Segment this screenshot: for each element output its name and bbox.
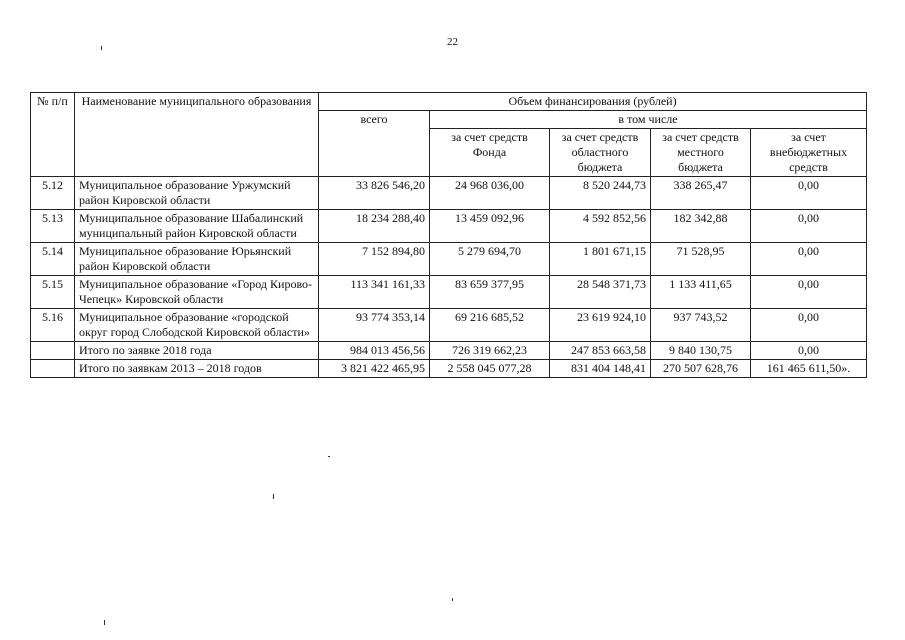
cell-num: 5.13: [31, 210, 75, 243]
cell-num: 5.12: [31, 177, 75, 210]
cell-regional: 247 853 663,58: [550, 342, 651, 360]
cell-num: 5.14: [31, 243, 75, 276]
cell-regional: 28 548 371,73: [550, 276, 651, 309]
header-including: в том числе: [430, 111, 867, 129]
scan-speck: [273, 494, 274, 499]
table-row: [31, 210, 867, 243]
cell-regional: 8 520 244,73: [550, 177, 651, 210]
cell-local: 9 840 130,75: [651, 342, 751, 360]
cell-extra: 0,00: [751, 243, 867, 276]
header-extra: за счет внебюджетных средств: [751, 129, 867, 177]
header-total: всего: [319, 111, 430, 177]
cell-local: 270 507 628,76: [651, 360, 751, 378]
cell-total: 7 152 894,80: [319, 243, 430, 276]
cell-num: 5.15: [31, 276, 75, 309]
cell-fund: 69 216 685,52: [430, 309, 550, 342]
cell-name: Муниципальное образование Шабалинский муниципальный район Кировской области: [75, 210, 319, 243]
scan-speck: [101, 46, 102, 50]
cell-local: 937 743,52: [651, 309, 751, 342]
table-row: [31, 177, 867, 210]
cell-total: 3 821 422 465,95: [319, 360, 430, 378]
cell-num: [31, 342, 75, 360]
table-row: [31, 276, 867, 309]
scan-speck: [328, 456, 330, 457]
cell-extra: 161 465 611,50».: [751, 360, 867, 378]
table-row: [31, 309, 867, 342]
cell-extra: 0,00: [751, 342, 867, 360]
page-number: 22: [447, 36, 458, 48]
cell-name: Итого по заявкам 2013 – 2018 годов: [75, 360, 319, 378]
cell-num: 5.16: [31, 309, 75, 342]
cell-total: 113 341 161,33: [319, 276, 430, 309]
cell-extra: 0,00: [751, 177, 867, 210]
cell-local: 338 265,47: [651, 177, 751, 210]
header-local: за счет средств местного бюджета: [651, 129, 751, 177]
cell-num: [31, 360, 75, 378]
cell-local: 71 528,95: [651, 243, 751, 276]
cell-regional: 4 592 852,56: [550, 210, 651, 243]
cell-extra: 0,00: [751, 276, 867, 309]
cell-fund: 24 968 036,00: [430, 177, 550, 210]
cell-name: Муниципальное образование «Город Кирово-Чепецк» Кировской области: [75, 276, 319, 309]
cell-extra: 0,00: [751, 210, 867, 243]
cell-total: 984 013 456,56: [319, 342, 430, 360]
header-funding: Объем финансирования (рублей): [319, 93, 867, 111]
cell-name: Итого по заявке 2018 года: [75, 342, 319, 360]
header-num: № п/п: [31, 93, 75, 177]
scan-speck: [452, 598, 453, 601]
scan-speck: [104, 620, 105, 625]
header-name: Наименование муниципального образования: [75, 93, 319, 177]
cell-regional: 1 801 671,15: [550, 243, 651, 276]
cell-total: 93 774 353,14: [319, 309, 430, 342]
header-regional: за счет средств областного бюджета: [550, 129, 651, 177]
financing-table: [30, 92, 867, 378]
table-row: [31, 243, 867, 276]
cell-regional: 831 404 148,41: [550, 360, 651, 378]
cell-name: Муниципальное образование «городской округ город Слободской Кировской области»: [75, 309, 319, 342]
table-row-total-2018: [31, 342, 867, 360]
header-fund: за счет средств Фонда: [430, 129, 550, 177]
cell-total: 18 234 288,40: [319, 210, 430, 243]
cell-fund: 726 319 662,23: [430, 342, 550, 360]
cell-name: Муниципальное образование Юрьянский район Кировской области: [75, 243, 319, 276]
cell-local: 182 342,88: [651, 210, 751, 243]
cell-total: 33 826 546,20: [319, 177, 430, 210]
cell-local: 1 133 411,65: [651, 276, 751, 309]
cell-name: Муниципальное образование Уржумский район Кировской области: [75, 177, 319, 210]
cell-regional: 23 619 924,10: [550, 309, 651, 342]
cell-fund: 5 279 694,70: [430, 243, 550, 276]
cell-extra: 0,00: [751, 309, 867, 342]
cell-fund: 83 659 377,95: [430, 276, 550, 309]
cell-fund: 2 558 045 077,28: [430, 360, 550, 378]
table-row-total-2013-2018: [31, 360, 867, 378]
cell-fund: 13 459 092,96: [430, 210, 550, 243]
